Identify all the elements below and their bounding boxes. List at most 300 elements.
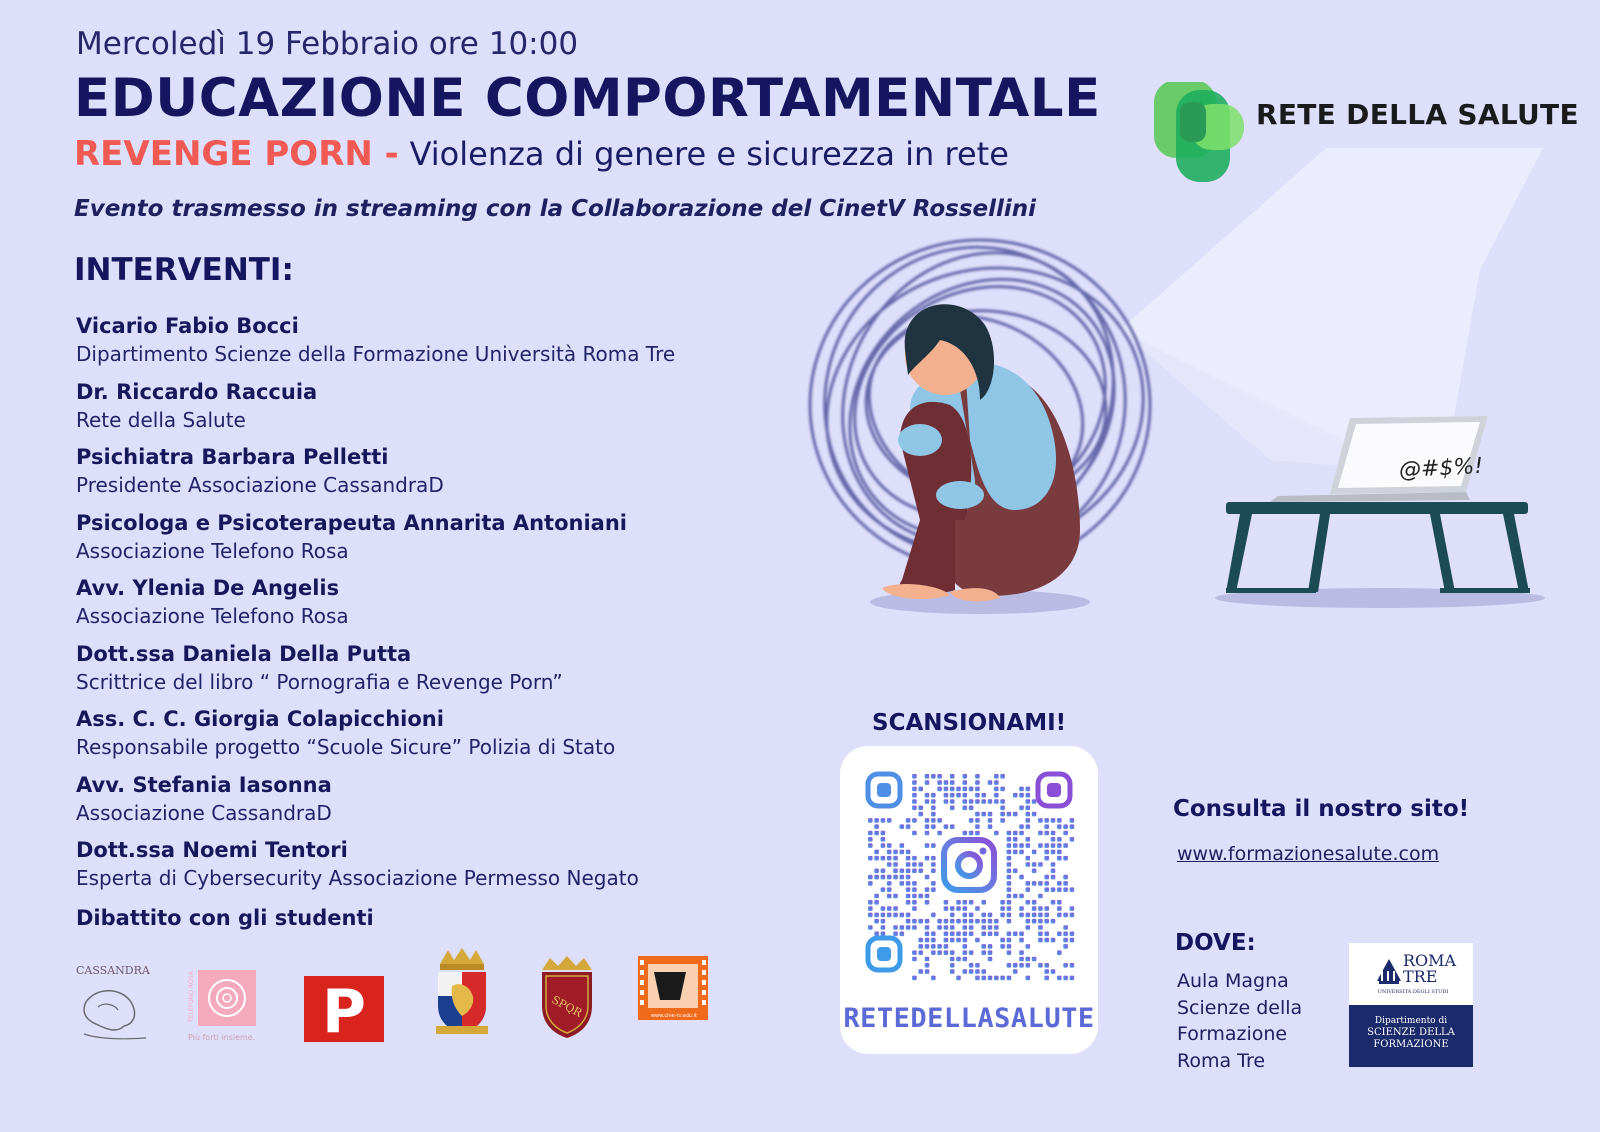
telefono-rosa-side-text: TELEFONO ROSA [188,971,195,1022]
cinetv-url: www.cine-tv.edu.it [650,1013,698,1019]
qr-module [1007,812,1012,817]
qr-finder-top-right [1038,774,1070,806]
qr-module [1007,944,1012,949]
qr-module [963,957,968,962]
qr-module [1063,976,1068,981]
qr-module [944,944,949,949]
qr-module [1007,976,1012,981]
qr-module [944,950,949,955]
qr-module [1000,944,1005,949]
qr-module [1044,824,1049,829]
qr-module [988,799,993,804]
qr-module [912,881,917,886]
qr-module [988,932,993,937]
qr-module [887,862,892,867]
qr-module [874,875,879,880]
qr-module [893,913,898,918]
qr-module [1013,932,1018,937]
qr-module [1038,938,1043,943]
qr-module [1019,806,1024,811]
qr-module [925,799,930,804]
qr-module [918,938,923,943]
dept-line: FORMAZIONE [1373,1039,1449,1050]
qr-module [881,856,886,861]
streaming-note: Evento trasmesso in streaming con la Collaborazione del CinetV Rossellini [74,196,1037,222]
qr-module [975,787,980,792]
qr-module [931,869,936,874]
qr-module [981,793,986,798]
qr-module [874,869,879,874]
qr-module [893,875,898,880]
qr-module [1051,919,1056,924]
qr-module [931,856,936,861]
speaker-name: Psichiatra Barbara Pelletti [76,445,389,469]
qr-module [963,793,968,798]
qr-module [1051,938,1056,943]
permesso-negato-logo [304,976,384,1042]
qr-module [937,950,942,955]
qr-module [1007,869,1012,874]
qr-module [956,932,961,937]
qr-module [868,900,873,905]
qr-module [881,887,886,892]
qr-module [1026,793,1031,798]
qr-module [931,944,936,949]
qr-module [1007,919,1012,924]
qr-module [893,856,898,861]
qr-module [1026,787,1031,792]
qr-module [1013,969,1018,974]
qr-module [893,850,898,855]
qr-module [975,818,980,823]
qr-module [1007,906,1012,911]
qr-module [1063,843,1068,848]
qr-module [1026,837,1031,842]
qr-module [912,919,917,924]
qr-module [931,824,936,829]
qr-module [1007,950,1012,955]
qr-module [981,812,986,817]
qr-module [1000,976,1005,981]
qr-module [1070,824,1075,829]
qr-module [1057,950,1062,955]
qr-module [1007,856,1012,861]
qr-module [918,969,923,974]
qr-module [1070,818,1075,823]
qr-module [925,957,930,962]
qr-module [988,957,993,962]
qr-module [874,913,879,918]
speaker-name: Psicologa e Psicoterapeuta Annarita Antoniani [76,510,627,535]
interventi-heading: INTERVENTI: [74,252,294,288]
qr-module [918,862,923,867]
qr-module [887,887,892,892]
qr-module [881,925,886,930]
qr-module [931,976,936,981]
qr-module [925,938,930,943]
qr-module [931,950,936,955]
qr-module [1026,806,1031,811]
qr-module [1026,812,1031,817]
qr-module [1000,938,1005,943]
qr-module [988,925,993,930]
qr-module [874,919,879,924]
qr-module [912,818,917,823]
qr-module [937,780,942,785]
qr-module [963,925,968,930]
qr-module [887,818,892,823]
qr-module [1000,913,1005,918]
qr-module [950,780,955,785]
qr-module [988,976,993,981]
qr-module [1007,850,1012,855]
speaker-role: Associazione CassandraD [76,800,332,825]
qr-module [925,875,930,880]
qr-module [1019,913,1024,918]
qr-module [887,843,892,848]
qr-module [893,932,898,937]
qr-module [1038,906,1043,911]
qr-module [975,976,980,981]
roma-tre-department [1349,1005,1473,1067]
qr-module [1038,818,1043,823]
qr-module [906,919,911,924]
dove-heading: DOVE: [1175,930,1256,956]
qr-module [925,843,930,848]
speaker-role: Responsabile progetto “Scuole Sicure” Polizia di Stato [76,735,616,759]
qr-module [931,818,936,823]
qr-module [925,919,930,924]
qr-module [912,957,917,962]
qr-module [950,932,955,937]
qr-module [925,818,930,823]
qr-module [1044,919,1049,924]
qr-module [988,812,993,817]
qr-module [1057,843,1062,848]
speaker-item [76,574,796,640]
qr-module [975,919,980,924]
qr-module [981,913,986,918]
qr-module [963,787,968,792]
venue-line: Aula Magna [1177,970,1289,992]
qr-module [963,950,968,955]
qr-module [868,875,873,880]
qr-module [1057,906,1062,911]
speaker-role: Dipartimento Scienze della Formazione Università Roma Tre [76,342,676,366]
qr-module [1000,812,1005,817]
venue-line: Formazione [1177,1023,1288,1045]
qr-module [950,913,955,918]
qr-module [1013,850,1018,855]
qr-module [1026,862,1031,867]
qr-module [918,944,923,949]
qr-module [1007,913,1012,918]
qr-module [1063,925,1068,930]
qr-module [1057,818,1062,823]
qr-module [1007,938,1012,943]
qr-module [988,818,993,823]
qr-module [963,969,968,974]
qr-brand-label: RETEDELLASALUTE [843,1003,1095,1034]
qr-module [912,793,917,798]
qr-module [988,944,993,949]
qr-module [1026,818,1031,823]
qr-module [988,780,993,785]
qr-module [963,938,968,943]
qr-module [994,774,999,779]
speaker-name: Avv. Stefania Iasonna [76,772,332,797]
qr-module [994,976,999,981]
qr-module [931,793,936,798]
qr-module [1051,900,1056,905]
qr-module [925,900,930,905]
qr-module [931,774,936,779]
qr-module [994,787,999,792]
qr-module [1044,969,1049,974]
qr-module [950,938,955,943]
qr-module [874,824,879,829]
venue-line: Roma Tre [1177,1049,1266,1072]
qr-module [1063,856,1068,861]
speaker-name: Ass. C. C. Giorgia Colapicchioni [76,707,444,731]
speaker-item [76,771,796,837]
qr-module [963,806,968,811]
qr-module [1013,843,1018,848]
qr-module [981,950,986,955]
qr-module [969,950,974,955]
qr-module [969,913,974,918]
qr-module [893,925,898,930]
qr-module [956,919,961,924]
qr-module [969,932,974,937]
qr-module [881,913,886,918]
qr-module [925,887,930,892]
speaker-role: Rete della Salute [76,407,246,432]
qr-module [874,900,879,905]
qr-module [912,780,917,785]
scan-label: SCANSIONAMI! [872,710,1067,736]
qr-module [1026,824,1031,829]
qr-module [912,862,917,867]
qr-module [1032,812,1037,817]
qr-module [931,812,936,817]
qr-module [900,843,905,848]
qr-module [868,913,873,918]
qr-module [1013,831,1018,836]
qr-module [1057,850,1062,855]
qr-module [881,875,886,880]
qr-module [944,793,949,798]
qr-module [868,856,873,861]
qr-module [868,906,873,911]
qr-module [887,850,892,855]
qr-module [1007,900,1012,905]
dibattito-item: Dibattito con gli studenti [76,906,374,930]
qr-module [918,806,923,811]
qr-module [944,824,949,829]
qr-module [1038,963,1043,968]
qr-module [900,875,905,880]
qr-module [944,780,949,785]
qr-module [1044,850,1049,855]
qr-module [1007,862,1012,867]
speaker-name: Vicario Fabio Bocci [76,314,299,338]
qr-module [981,976,986,981]
qr-module [975,906,980,911]
speaker-role: Associazione Telefono Rosa [76,604,349,628]
qr-module [1032,850,1037,855]
qr-module [1007,887,1012,892]
qr-module [1026,925,1031,930]
qr-module [1063,944,1068,949]
qr-module [925,894,930,899]
qr-module [1044,843,1049,848]
qr-module [950,824,955,829]
qr-module [1051,869,1056,874]
qr-module [906,913,911,918]
qr-module [1007,881,1012,886]
qr-module [969,900,974,905]
qr-module [994,780,999,785]
qr-module [1019,963,1024,968]
qr-module [969,831,974,836]
qr-module [925,932,930,937]
qr-module [950,950,955,955]
qr-module [906,925,911,930]
qr-module [1051,837,1056,842]
qr-module [906,862,911,867]
qr-module [881,831,886,836]
qr-module [1063,932,1068,937]
qr-module [1057,900,1062,905]
qr-module [1000,818,1005,823]
subtitle-topic: Violenza di genere e sicurezza in rete [409,135,1009,173]
roma-tre-university: UNIVERSITÀ DEGLI STUDI [1377,989,1449,995]
speaker-name: Dott.ssa Daniela Della Putta [76,641,412,666]
dept-line: SCIENZE DELLA [1367,1027,1455,1038]
qr-module [981,969,986,974]
qr-module [981,944,986,949]
qr-module [912,894,917,899]
qr-module [981,932,986,937]
qr-module [931,862,936,867]
qr-module [969,818,974,823]
qr-module [956,957,961,962]
roma-tre-name-1: ROMA [1403,951,1457,970]
qr-module [1038,919,1043,924]
qr-module [1019,950,1024,955]
qr-module [912,787,917,792]
qr-module [988,824,993,829]
event-title: EDUCAZIONE COMPORTAMENTALE [74,68,1101,129]
roma-tre-name-2: TRE [1403,967,1438,986]
qr-module [1032,957,1037,962]
qr-module [931,881,936,886]
qr-module [1063,881,1068,886]
qr-module [956,906,961,911]
qr-module [944,932,949,937]
qr-module [912,906,917,911]
qr-module [1070,963,1075,968]
qr-module [1013,837,1018,842]
qr-module [950,925,955,930]
qr-module [963,774,968,779]
qr-module [912,799,917,804]
qr-module [887,881,892,886]
site-link[interactable]: www.formazionesalute.com [1177,843,1440,865]
qr-module [944,799,949,804]
qr-module [900,881,905,886]
qr-module [881,818,886,823]
qr-module [1026,957,1031,962]
qr-module [956,793,961,798]
qr-module [881,919,886,924]
qr-module [981,900,986,905]
qr-module [1044,976,1049,981]
speaker-item [76,836,796,902]
qr-module [956,976,961,981]
qr-module [1038,932,1043,937]
qr-module [1063,824,1068,829]
qr-module [1051,969,1056,974]
qr-module [1057,887,1062,892]
qr-module [1032,913,1037,918]
qr-module [937,919,942,924]
qr-module [931,843,936,848]
site-heading: Consulta il nostro sito! [1173,796,1470,822]
qr-module [1070,837,1075,842]
qr-module [950,957,955,962]
qr-module [1063,831,1068,836]
qr-module [906,824,911,829]
qr-module [963,944,968,949]
telefono-rosa-caption: Più forti insieme. [188,1033,256,1042]
qr-module [975,969,980,974]
qr-module [1007,843,1012,848]
qr-module [1051,818,1056,823]
qr-module [1032,862,1037,867]
qr-module [963,913,968,918]
qr-module [1044,887,1049,892]
qr-module [1007,837,1012,842]
qr-module [1057,856,1062,861]
qr-module [981,799,986,804]
qr-module [1026,887,1031,892]
event-date: Mercoledì 19 Febbraio ore 10:00 [76,26,579,62]
speaker-item [76,509,796,575]
speaker-name: Dr. Riccardo Raccuia [76,379,318,404]
qr-module [1038,894,1043,899]
qr-module [881,843,886,848]
qr-module [868,818,873,823]
qr-module [1044,818,1049,823]
qr-module [994,925,999,930]
qr-module [912,900,917,905]
qr-module [1070,887,1075,892]
qr-module [1019,875,1024,880]
qr-module [1051,887,1056,892]
qr-module [944,906,949,911]
qr-module [950,793,955,798]
qr-module [1038,843,1043,848]
speaker-name: Avv. Ylenia De Angelis [76,576,340,600]
qr-code[interactable] [840,746,1098,996]
qr-module [912,831,917,836]
qr-module [988,950,993,955]
qr-module [1057,881,1062,886]
qr-module [950,963,955,968]
qr-module [937,944,942,949]
